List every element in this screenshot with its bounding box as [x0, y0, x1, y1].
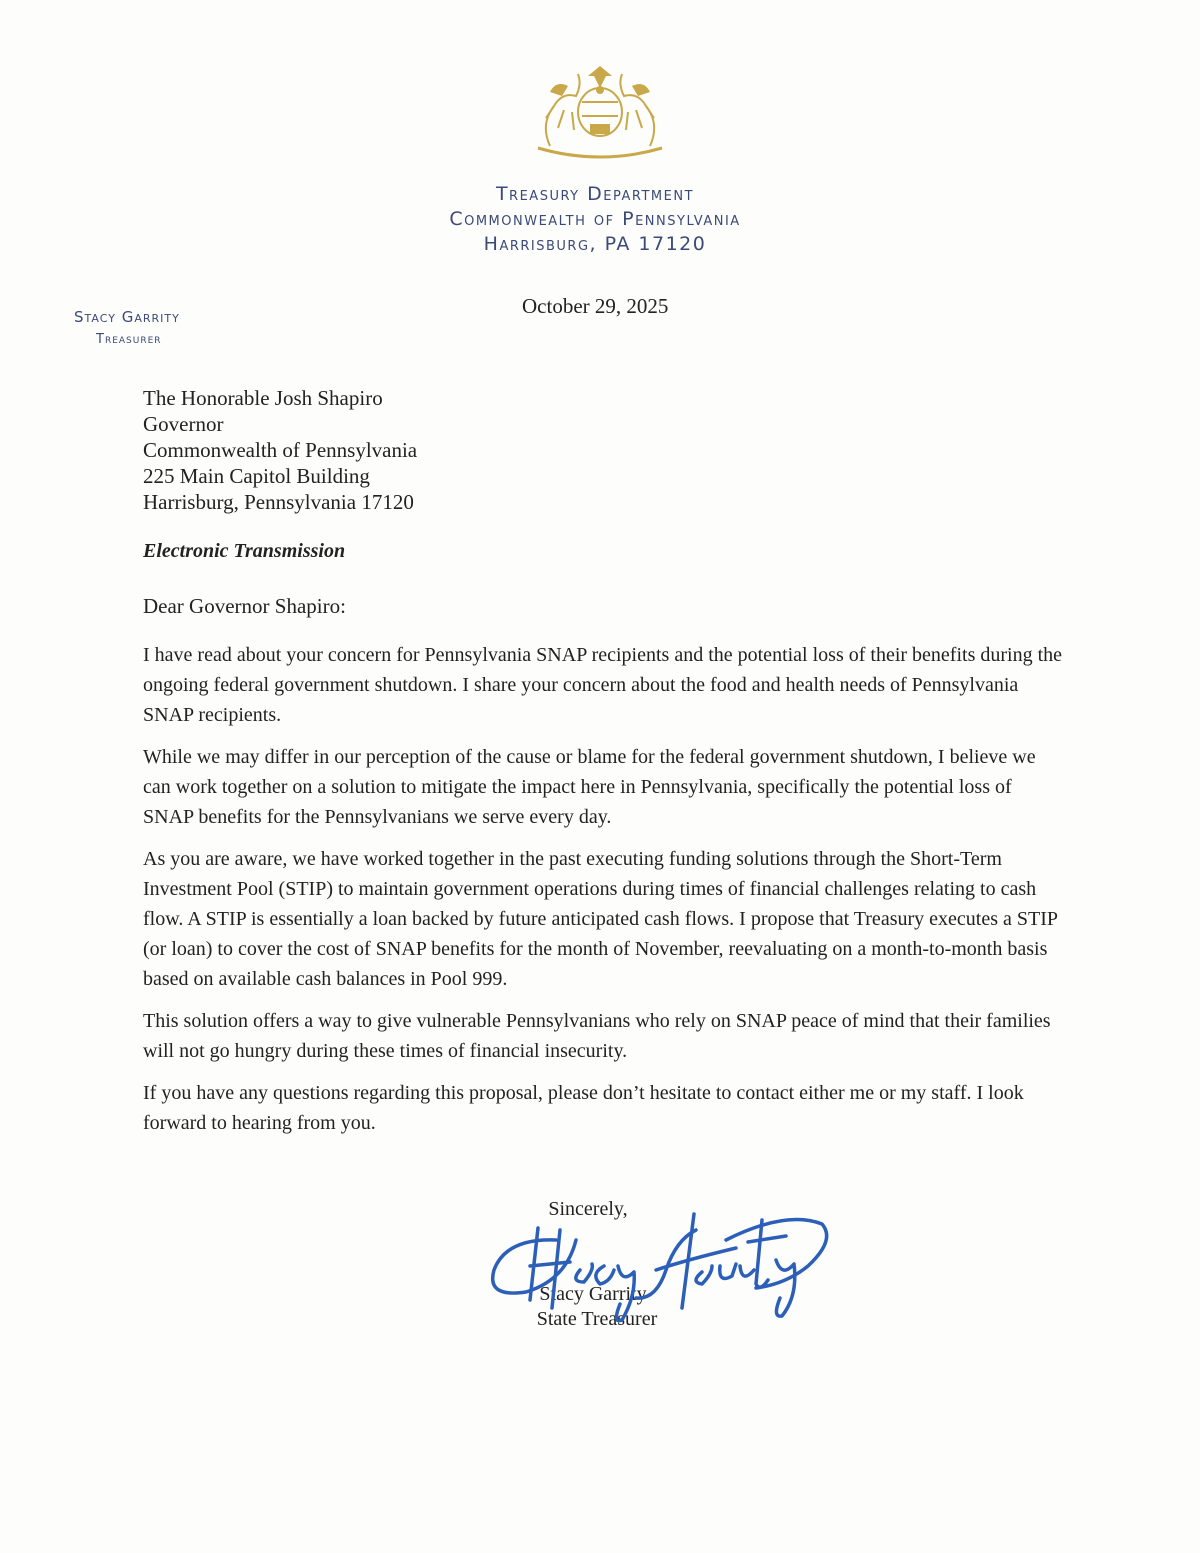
- recipient-line: Commonwealth of Pennsylvania: [143, 438, 418, 462]
- letterhead-city: Harrisburg, PA 17120: [483, 233, 707, 255]
- salutation: Dear Governor Shapiro:: [143, 594, 346, 618]
- transmission-note: Electronic Transmission: [143, 540, 346, 562]
- letterhead-commonwealth: Commonwealth of Pennsylvania: [449, 208, 741, 230]
- sender-name: Stacy Garrity: [74, 308, 180, 326]
- closing-sincerely: Sincerely,: [548, 1198, 628, 1220]
- letterhead: [0, 182, 1190, 257]
- body-paragraph: I have read about your concern for Pennsylvania SNAP recipients and the potential loss of their benefits during the ongoing federal government shutdown. I share your concern about the food and health needs of Pennsylvania SNAP recipients.: [143, 644, 1063, 726]
- sender-title: Treasurer: [96, 332, 162, 347]
- pennsylvania-seal-icon: [528, 62, 672, 166]
- body-paragraph: If you have any questions regarding this proposal, please don’t hesitate to contact either me or my staff. I look forward to hearing from you.: [143, 1082, 1024, 1134]
- letter-body: [143, 640, 1063, 1150]
- handwritten-signature-icon: [486, 1200, 836, 1325]
- body-paragraph: As you are aware, we have worked together in the past executing funding solutions through the Short-Term Investment Pool (STIP) to maintain government operations during times of financial challenges relating to cash flow. A STIP is essentially a loan backed by future anticipated cash flows. I propose that Treasury executes a STIP (or loan) to cover the cost of SNAP benefits for the month of November, reevaluating on a month-to-month basis based on available cash balances in Pool 999.: [143, 848, 1058, 990]
- recipient-line: Governor: [143, 412, 224, 436]
- recipient-line: The Honorable Josh Shapiro: [143, 386, 383, 410]
- body-paragraph: This solution offers a way to give vulnerable Pennsylvanians who rely on SNAP peace of mind that their families will not go hungry during these times of financial insecurity.: [143, 1010, 1051, 1062]
- letter-date: October 29, 2025: [522, 294, 669, 318]
- recipient-line: Harrisburg, Pennsylvania 17120: [143, 490, 414, 514]
- signer-name: Stacy Garrity: [539, 1283, 647, 1305]
- recipient-address: [143, 385, 417, 515]
- sender-block: [74, 308, 180, 347]
- letterhead-department: Treasury Department: [495, 183, 695, 205]
- body-paragraph: While we may differ in our perception of the cause or blame for the federal government shutdown, I believe we can work together on a solution to mitigate the impact here in Pennsylvania, specifically the potential loss of SNAP benefits for the Pennsylvanians we serve every day.: [143, 746, 1036, 828]
- recipient-line: 225 Main Capitol Building: [143, 464, 370, 488]
- signer-title: State Treasurer: [536, 1308, 658, 1330]
